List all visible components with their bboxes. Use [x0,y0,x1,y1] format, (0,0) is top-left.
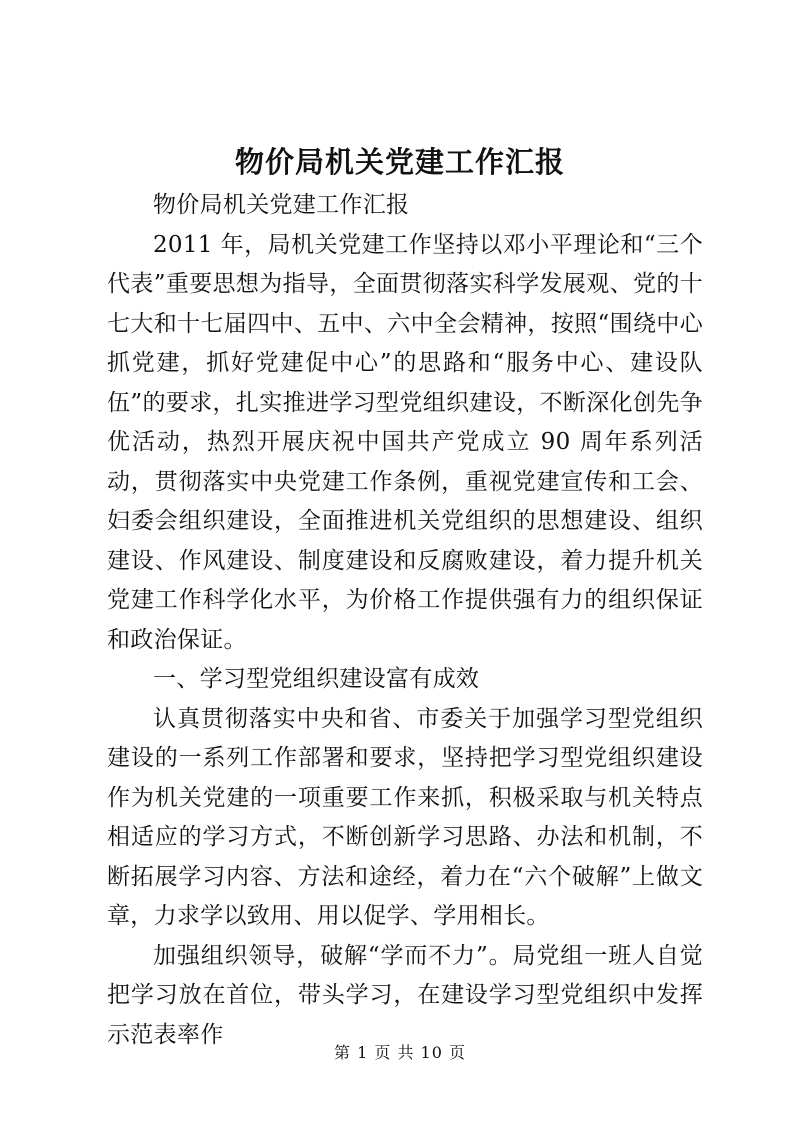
paragraph-subtitle: 物价局机关党建工作汇报 [153,192,410,218]
paragraph-intro: 2011 年，局机关党建工作坚持以邓小平理论和“三个代表”重要思想为指导，全面贯彻落实科学发展观、党的十七大和十七届四中、五中、六中全会精神，按照“围绕中心抓党建，抓好党建促中心”的思路和“服务中心、建设队伍”的要求，扎实推进学习型党组织建设，不断深化创先争优活动，热烈开展庆祝中国共产党成立 90 周年系列活动，贯彻落实中央党建工作条例，重视党建宣传和工会、妇委会组织建设，全面推进机关党组织的思想建设、组织建设、作风建设、制度建设和反腐败建设，着力提升机关党建工作科学化水平，为价格工作提供强有力的组织保证和政治保证。 [107,231,703,653]
document-body [107,186,703,1055]
paragraph-section-1-detail: 加强组织领导，破解“学而不力”。局党组一班人自觉把学习放在首位，带头学习，在建设学习型党组织中发挥示范表率作 [107,942,703,1048]
section-heading: 一、学习型党组织建设富有成效 [153,666,480,692]
page-footer: 第 1 页 共 10 页 [334,1043,466,1062]
document-title: 物价局机关党建工作汇报 [234,145,565,179]
paragraph-section-1: 认真贯彻落实中央和省、市委关于加强学习型党组织建设的一系列工作部署和要求，坚持把学习型党组织建设作为机关党建的一项重要工作来抓，积极采取与机关特点相适应的学习方式，不断创新学习思路、办法和机制，不断拓展学习内容、方法和途经，着力在“六个破解”上做文章，力求学以致用、用以促学、学用相长。 [107,705,703,929]
